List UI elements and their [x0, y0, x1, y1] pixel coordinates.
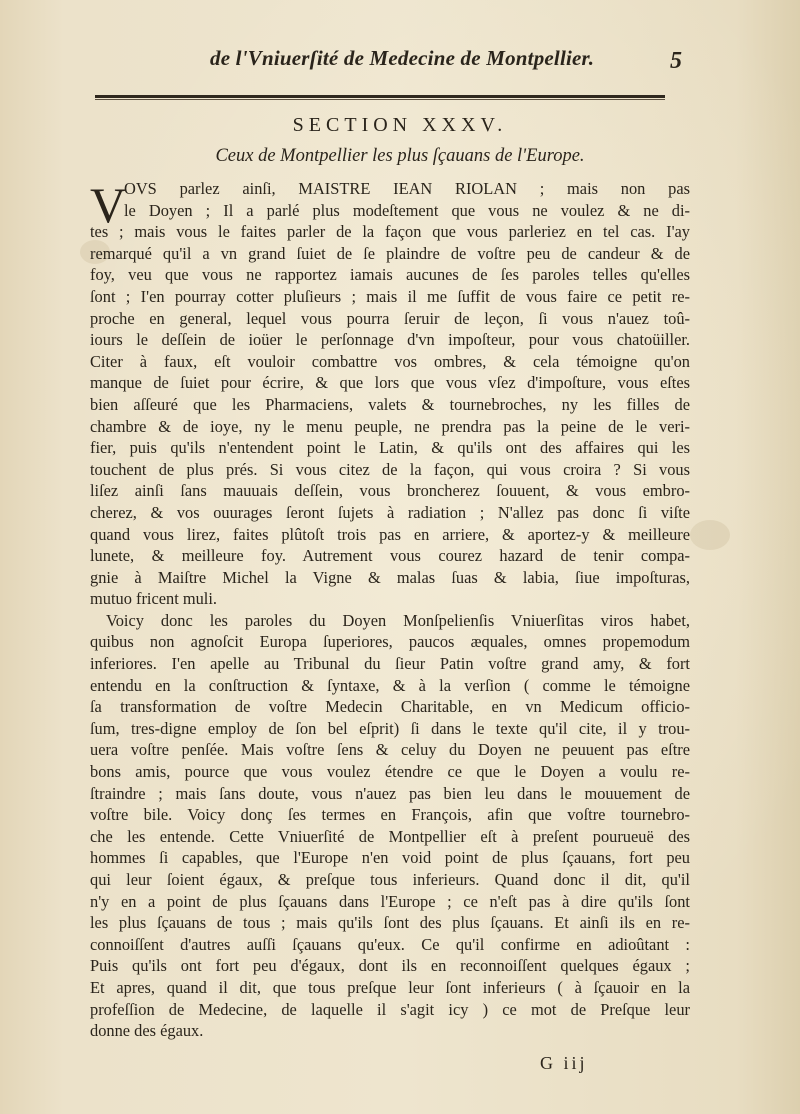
body-text	[90, 178, 690, 1042]
text-line: voſtre bile. Voicy donç ſes termes en François, afin que voſtre tournebro-	[90, 805, 690, 825]
section-heading: SECTION XXXV.	[292, 114, 508, 136]
text-line: Puis qu'ils ont fort peu d'égaux, dont ils en reconnoiſſent quelques égaux ;	[90, 956, 690, 976]
text-line: connoiſſent d'autres auſſi ſçauans qu'eux. Ce qu'il confirme en adioûtant :	[90, 934, 690, 954]
text-line: OVS parlez ainſi, MAISTRE IEAN RIOLAN ; mais non pas	[124, 179, 690, 198]
text-line: Voicy donc les paroles du Doyen Monſpelienſis Vniuerſitas viros habet,	[106, 610, 690, 630]
section-subtitle: Ceux de Montpellier les plus ſçauans de l'Europe.	[215, 146, 585, 166]
text-line: uera voſtre penſée. Mais voſtre ſens & celuy du Doyen ne peuuent pas eſtre	[90, 740, 690, 760]
header-rule	[95, 95, 665, 98]
text-line: bien aſſeuré que les Pharmaciens, valets & tournebroches, ny les filles de	[90, 394, 690, 414]
text-line: hommes ſi capables, que l'Europe n'en void point de plus ſçauans, fort peu	[90, 848, 690, 868]
text-line: ſum, tres-digne employ de ſon bel eſprit) ſi dans le texte qu'il cite, il y trou-	[90, 718, 690, 738]
text-line: foy, veu que vous ne rapportez iamais aucunes de ſes paroles telles qu'elles	[90, 265, 690, 285]
text-line: inferiores. I'en apelle au Tribunal du ſieur Patin voſtre grand amy, & fort	[90, 654, 690, 674]
running-head	[0, 44, 800, 76]
text-line: manque de ſuiet pour écrire, & que lors que vous vſez d'impoſture, vous eſtes	[90, 373, 690, 393]
text-line: iours le deſſein de ioüer le perſonnage d'vn impoſteur, pour vous chatoüiller.	[90, 330, 690, 350]
text-line: qui leur ſoient égaux, & preſque tous inferieurs. Quand donc il dit, qu'il	[90, 870, 690, 889]
text-line: liſez ainſi ſans mauuais deſſein, vous broncherez ſouuent, & vous embro-	[90, 481, 690, 501]
text-line: Et apres, quand il dit, que tous preſque leur ſont inferieurs ( à ſçauoir en la	[90, 977, 690, 997]
text-line: ſa transformation de voſtre Medecin Charitable, en vn Medicum officio-	[90, 697, 690, 717]
text-line: remarqué qu'il a vn grand ſuiet de ſe plaindre de voſtre peu de candeur & de	[90, 243, 690, 263]
text-line: le Doyen ; Il a parlé plus modeſtement que vous ne voulez & ne di-	[124, 200, 690, 220]
paper-stain	[690, 520, 730, 550]
text-line: che les entende. Cette Vniuerſité de Montpellier eſt à preſent pourueuë des	[90, 826, 690, 846]
text-line: cherez, & vos ouurages ſeront ſujets à radiation ; N'allez pas donc ſi viſte	[90, 502, 690, 522]
text-line: bons amis, pource que vous voulez étendre ce que le Doyen a voulu re-	[90, 762, 690, 782]
text-line: n'y en a point de plus ſçauans dans l'Europe ; ce n'eſt pas à dire qu'ils ſont	[90, 891, 690, 911]
header-rule-thin	[95, 99, 665, 100]
text-line: gnie à Maiſtre Michel la Vigne & malas ſuas & labia, ſiue impoſturas,	[90, 567, 690, 587]
signature-mark: G iij	[540, 1053, 588, 1073]
running-head-title: de l'Vniuerſité de Medecine de Montpellier.	[210, 46, 595, 70]
text-line: tes ; mais vous le faites parler de la façon que vous parleriez en tel cas. I'ay	[90, 222, 690, 242]
text-line: les plus ſçauans de tous ; mais qu'ils ſont des plus ſçauans. Et ainſi ils en re-	[90, 913, 690, 933]
text-line: donne des égaux.	[90, 1021, 204, 1041]
drop-cap: V	[90, 177, 127, 233]
text-line: Citer à faux, eſt vouloir combattre vos ombres, & cela témoigne qu'on	[90, 351, 690, 371]
text-line: ſont ; I'en pourray cotter pluſieurs ; mais il me ſuffit de vous faire ce petit re-	[90, 286, 690, 306]
text-line: touchent de plus prés. Si vous citez de la façon, qui vous croira ? Si vous	[90, 459, 690, 479]
page-number: 5	[670, 48, 682, 74]
text-line: chambre & de ioye, ny le menu peuple, ne prendra pas la peine de le veri-	[90, 416, 690, 436]
text-line: proche en general, lequel vous pourra ſeruir de leçon, ſi vous n'auez toû-	[90, 308, 690, 328]
text-line: fier, puis qu'ils n'entendent point le Latin, & qu'ils ont des affaires qui les	[90, 438, 690, 458]
text-line: quand vous lirez, faites plûtoſt trois pas en arriere, & aportez-y & meilleure	[90, 524, 690, 544]
text-line: quibus non agnoſcit Europa ſuperiores, paucos æquales, omnes propemodum	[90, 632, 690, 652]
text-line: entendu en la conſtruction & ſyntaxe, & à la verſion ( comme le témoigne	[90, 675, 690, 695]
text-line: mutuo fricent muli.	[90, 589, 218, 609]
text-line: ſtraindre ; mais ſans doute, vous n'auez pas bien leu dans le mouuement de	[90, 783, 690, 803]
text-line: profeſſion de Medecine, de laquelle il s'agit icy ) ce mot de Preſque leur	[90, 999, 690, 1019]
text-line: lunete, & meilleure foy. Autrement vous courez hazard de tenir compa-	[90, 546, 690, 566]
